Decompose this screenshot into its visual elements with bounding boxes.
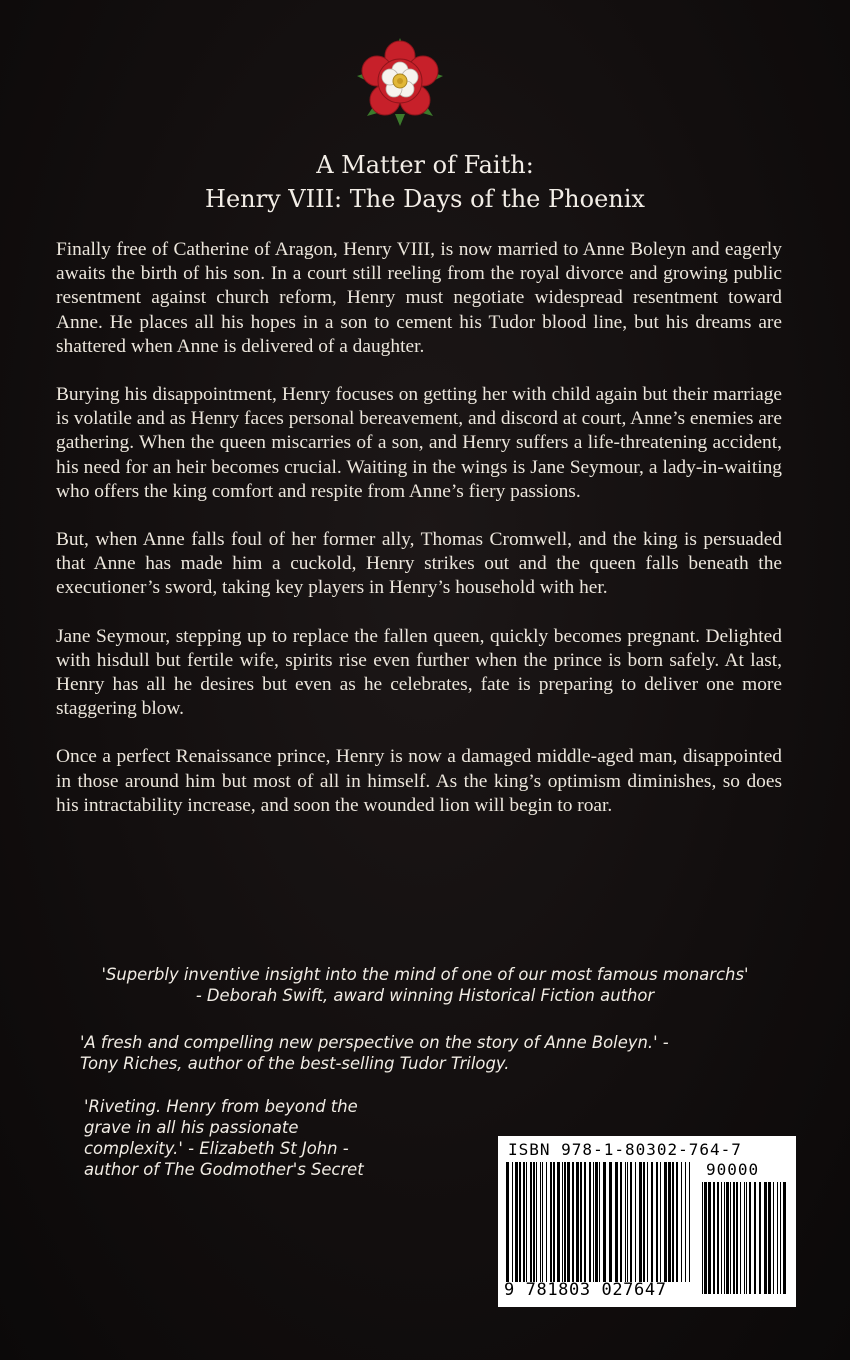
quote-text: grave in all his passionate <box>84 1118 299 1137</box>
synopsis-paragraph: Jane Seymour, stepping up to replace the fallen queen, quickly becomes pregnant. Delighted with hisdull but fertile wife, spirits rise even further when the prince is born safely. At last, Henry has all he desires but even as he celebrates, fate is preparing to deliver one more staggering blow. <box>56 625 782 720</box>
barcode-bar <box>584 1162 586 1282</box>
book-title <box>0 148 850 216</box>
barcode-bar <box>540 1162 541 1282</box>
barcode-bar <box>526 1162 527 1282</box>
barcode-bar <box>625 1162 626 1282</box>
barcode-bar <box>647 1162 648 1282</box>
quote-text: complexity.' - Elizabeth St John - <box>84 1139 349 1158</box>
barcode-bar <box>643 1162 645 1282</box>
barcode-bar <box>726 1182 729 1294</box>
barcode-bar <box>564 1162 566 1282</box>
barcode-bar <box>542 1162 543 1282</box>
review-quote <box>0 964 850 1006</box>
title-line-1: A Matter of Faith: <box>316 151 534 179</box>
title-line-2: Henry VIII: The Days of the Phoenix <box>205 185 645 213</box>
barcode-bar <box>668 1162 671 1282</box>
barcode-bar <box>660 1162 661 1282</box>
barcode-bar <box>733 1182 735 1294</box>
review-quote <box>84 1096 414 1180</box>
synopsis <box>56 238 782 842</box>
barcode-bar <box>615 1162 618 1282</box>
barcode-bar <box>704 1182 707 1294</box>
barcode-bars-icon <box>506 1162 692 1282</box>
barcode-bar <box>656 1162 658 1282</box>
barcode-bar <box>746 1182 747 1294</box>
barcode-bar <box>533 1162 535 1282</box>
barcode-bar <box>736 1182 738 1294</box>
barcode-bar <box>536 1162 537 1282</box>
barcode-bar <box>630 1162 632 1282</box>
price-addon-digits: 90000 <box>706 1160 760 1179</box>
barcode-addon-bars-icon <box>702 1182 788 1294</box>
tudor-rose-icon <box>355 36 445 128</box>
barcode-bar <box>572 1162 574 1282</box>
barcode-bar <box>627 1162 628 1282</box>
quote-attribution: author of The Godmother's Secret <box>84 1160 364 1179</box>
barcode-bar <box>562 1162 563 1282</box>
review-quote <box>80 1032 820 1074</box>
barcode-bar <box>550 1162 552 1282</box>
barcode-bar <box>609 1162 612 1282</box>
barcode-bar <box>717 1182 719 1294</box>
barcode-bar <box>672 1162 674 1282</box>
barcode-bar <box>576 1162 579 1282</box>
barcode-bar <box>681 1162 682 1282</box>
quote-text: 'A fresh and compelling new perspective on the story of Anne Boleyn.' - <box>80 1033 669 1052</box>
barcode-bar <box>730 1182 731 1294</box>
barcode-bar <box>530 1162 532 1282</box>
barcode-bar <box>593 1162 594 1282</box>
barcode-bar <box>620 1162 622 1282</box>
barcode-bar <box>759 1182 761 1294</box>
synopsis-paragraph: Burying his disappointment, Henry focuses on getting her with child again but their marriage is volatile and as Henry faces personal bereavement, and discord at court, Anne’s enemies are gathering. When the queen miscarries of a son, and Henry suffers a life-threatening accident, his need for an heir becomes crucial. Waiting in the wings is Jane Seymour, a lady-in-waiting who offers the king comfort and respite from Anne’s fiery passions. <box>56 384 782 502</box>
quote-text: 'Riveting. Henry from beyond the <box>84 1097 358 1116</box>
barcode-bar <box>580 1162 582 1282</box>
barcode-bar <box>589 1162 591 1282</box>
barcode-bar <box>777 1182 778 1294</box>
synopsis-paragraph: Finally free of Catherine of Aragon, Henry VIII, is now married to Anne Boleyn and eagerly awaits the birth of his son. In a court still reeling from the royal divorce and growing public resentment against church reform, Henry must negotiate widespread resentment toward Anne. He places all his hopes in a son to cement his Tudor blood line, but his dreams are shattered when Anne is delivered of a daughter. <box>56 239 782 357</box>
synopsis-paragraph: Once a perfect Renaissance prince, Henry is now a damaged middle-aged man, disappointed in those around him but most of all in himself. As the king’s optimism diminishes, so does his intractability increase, and soon the wounded lion will begin to roar. <box>56 746 782 816</box>
barcode-bar <box>685 1162 686 1282</box>
barcode-bar <box>764 1182 767 1294</box>
ean-digits: 9 781803 027647 <box>504 1280 667 1300</box>
barcode-bar <box>773 1182 774 1294</box>
barcode-bar <box>749 1182 751 1294</box>
barcode-bar <box>702 1182 703 1294</box>
barcode-bar <box>768 1182 771 1294</box>
barcode-bar <box>557 1162 560 1282</box>
quote-attribution: - Deborah Swift, award winning Historical Fiction author <box>195 986 655 1005</box>
barcode-bar <box>553 1162 555 1282</box>
barcode-bar <box>603 1162 606 1282</box>
barcode-bar <box>599 1162 600 1282</box>
barcode-bar <box>651 1162 653 1282</box>
barcode-bar <box>780 1182 781 1294</box>
barcode-bar <box>783 1182 786 1294</box>
barcode-bar <box>664 1162 667 1282</box>
barcode-bar <box>724 1182 725 1294</box>
barcode-bar <box>567 1162 570 1282</box>
barcode-bar <box>689 1162 690 1282</box>
barcode-bar <box>639 1162 642 1282</box>
barcode-bar <box>515 1162 518 1282</box>
barcode-bar <box>506 1162 509 1282</box>
quote-text: 'Superbly inventive insight into the mind of one of our most famous monarchs' <box>101 965 749 984</box>
barcode-bar <box>721 1182 722 1294</box>
barcode-bar <box>740 1182 741 1294</box>
barcode-bar <box>708 1182 711 1294</box>
barcode-bar <box>595 1162 598 1282</box>
isbn-label: ISBN 978-1-80302-764-7 <box>508 1140 742 1159</box>
barcode-bar <box>676 1162 678 1282</box>
barcode-bar <box>744 1182 745 1294</box>
barcode-bar <box>635 1162 636 1282</box>
barcode-bar <box>546 1162 547 1282</box>
synopsis-paragraph: But, when Anne falls foul of her former ally, Thomas Cromwell, and the king is persuaded that Anne has made him a cuckold, Henry strikes out and the queen falls beneath the executioner’s sword, taking key players in Henry’s household with her. <box>56 529 782 599</box>
barcode-bar <box>519 1162 521 1282</box>
barcode-bar <box>754 1182 756 1294</box>
barcode-bar <box>512 1162 513 1282</box>
barcode-bar <box>523 1162 525 1282</box>
barcode-bar <box>713 1182 715 1294</box>
quote-attribution: Tony Riches, author of the best-selling Tudor Trilogy. <box>80 1054 510 1073</box>
isbn-barcode <box>498 1136 796 1307</box>
